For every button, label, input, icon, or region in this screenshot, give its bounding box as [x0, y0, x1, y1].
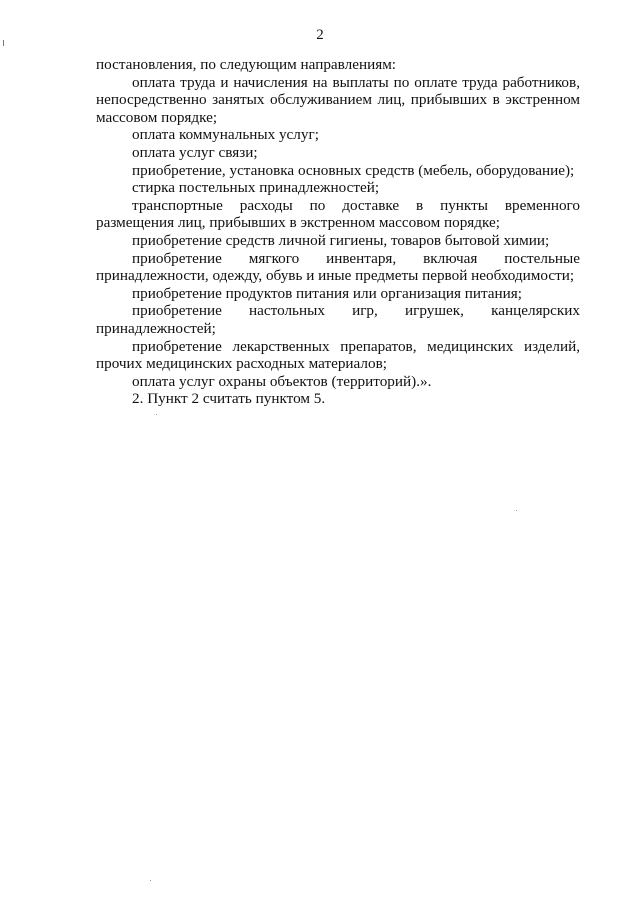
- list-item-games-toys: приобретение настольных игр, игрушек, канцелярских принадлежностей;: [96, 302, 580, 337]
- list-item-medicines: приобретение лекарственных препаратов, медицинских изделий, прочих медицинских расходных материалов;: [96, 337, 580, 373]
- page-number: 2: [316, 27, 324, 43]
- list-item-transport: транспортные расходы по доставке в пункты временного размещения лиц, прибывших в экстренном массовом порядке;: [96, 196, 580, 232]
- list-item-communication: оплата услуг связи;: [132, 143, 258, 161]
- paragraph-intro: постановления, по следующим направлениям:: [96, 56, 397, 73]
- list-item-soft-inventory: приобретение мягкого инвентаря, включая постельные принадлежности, одежду, обувь и иные предметы первой необходимости;: [96, 249, 580, 285]
- scan-speck: [156, 414, 157, 415]
- list-item-fixed-assets: приобретение, установка основных средств (мебель, оборудование);: [132, 161, 575, 179]
- paragraph-point-2: 2. Пункт 2 считать пунктом 5.: [132, 390, 326, 408]
- list-item-food: приобретение продуктов питания или организация питания;: [132, 284, 523, 302]
- document-body: [96, 56, 580, 408]
- list-item-laundry: стирка постельных принадлежностей;: [132, 179, 380, 197]
- list-item-utilities: оплата коммунальных услуг;: [132, 126, 319, 144]
- list-item-security: оплата услуг охраны объектов (территорий).».: [132, 372, 432, 390]
- list-item-labor-payment: оплата труда и начисления на выплаты по оплате труда работников, непосредственно занятых обслуживанием лиц, прибывших в экстренном массовом порядке;: [96, 73, 580, 126]
- scan-speck: [150, 880, 151, 881]
- list-item-hygiene: приобретение средств личной гигиены, товаров бытовой химии;: [132, 231, 550, 249]
- scan-speck: [516, 510, 517, 511]
